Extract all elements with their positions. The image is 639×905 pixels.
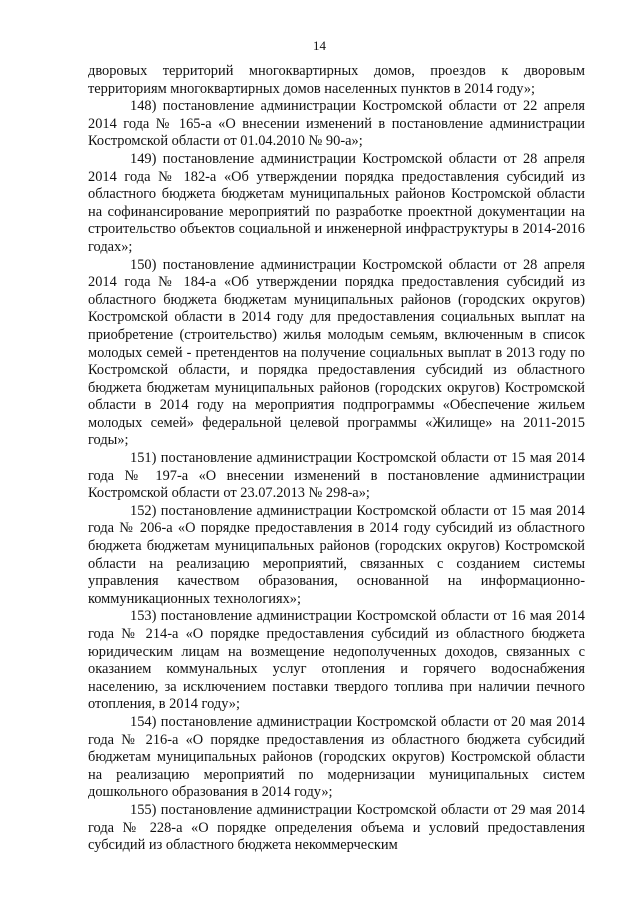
list-item-148: 148) постановление администрации Костромской области от 22 апреля 2014 года № 165-а «О внесении изменений в постановление администрации Костромской области от 01.04.2010 № 90-а»; <box>88 98 585 150</box>
paragraph-continuation: дворовых территорий многоквартирных домов, проездов к дворовым территориям многоквартирных домов населенных пунктов в 2014 году»; <box>88 63 585 97</box>
list-item-152: 152) постановление администрации Костромской области от 15 мая 2014 года № 206-а «О порядке предоставления в 2014 году субсидий из областного бюджета бюджетам муниципальных районов (городских округов) Костромской области на реализацию мероприятий, связанных с созданием системы управления качеством образования, основанной на информационно-коммуникационных технологиях»; <box>88 502 585 607</box>
document-body <box>88 63 585 855</box>
list-item-153: 153) постановление администрации Костромской области от 16 мая 2014 года № 214-а «О порядке предоставления субсидий из областного бюджета юридическим лицам на возмещение недополученных доходов, связанных с оказанием коммунальных услуг отопления и горячего водоснабжения населению, за исключением поставки твердого топлива при наличии печного отопления, в 2014 году»; <box>88 608 585 713</box>
list-item-155: 155) постановление администрации Костромской области от 29 мая 2014 года № 228-а «О порядке определения объема и условий предоставления субсидий из областного бюджета некоммерческим <box>88 801 585 854</box>
list-item-149: 149) постановление администрации Костромской области от 28 апреля 2014 года № 182-а «Об утверждении порядка предоставления субсидий из областного бюджета бюджетам муниципальных районов Костромской области на софинансирование мероприятий по разработке проектной документации на строительство объектов социальной и инженерной инфраструктуры в 2014-2016 годах»; <box>88 150 585 255</box>
page-number: 14 <box>313 38 326 53</box>
list-item-151: 151) постановление администрации Костромской области от 15 мая 2014 года № 197-а «О внесении изменений в постановление администрации Костромской области от 23.07.2013 № 298-а»; <box>88 450 585 502</box>
list-item-154: 154) постановление администрации Костромской области от 20 мая 2014 года № 216-а «О порядке предоставления из областного бюджета субсидий бюджетам муниципальных районов (городских округов) Костромской области на реализацию мероприятий по модернизации муниципальных систем дошкольного образования в 2014 году»; <box>88 713 585 801</box>
list-item-150: 150) постановление администрации Костромской области от 28 апреля 2014 года № 184-а «Об утверждении порядка предоставления субсидий из областного бюджета бюджетам муниципальных районов (городских округов) Костромской области в 2014 году для предоставления социальных выплат на приобретение (строительство) жилья молодым семьям, включенным в список молодых семей - претендентов на получение социальных выплат в 2013 году по Костромской области, и порядка предоставления субсидий из областного бюджета бюджетам муниципальных районов (городских округов) Костромской области в 2014 году на мероприятия подпрограммы «Обеспечение жильем молодых семей» федеральной целевой программы «Жилище» на 2011-2015 годы»; <box>88 256 585 449</box>
